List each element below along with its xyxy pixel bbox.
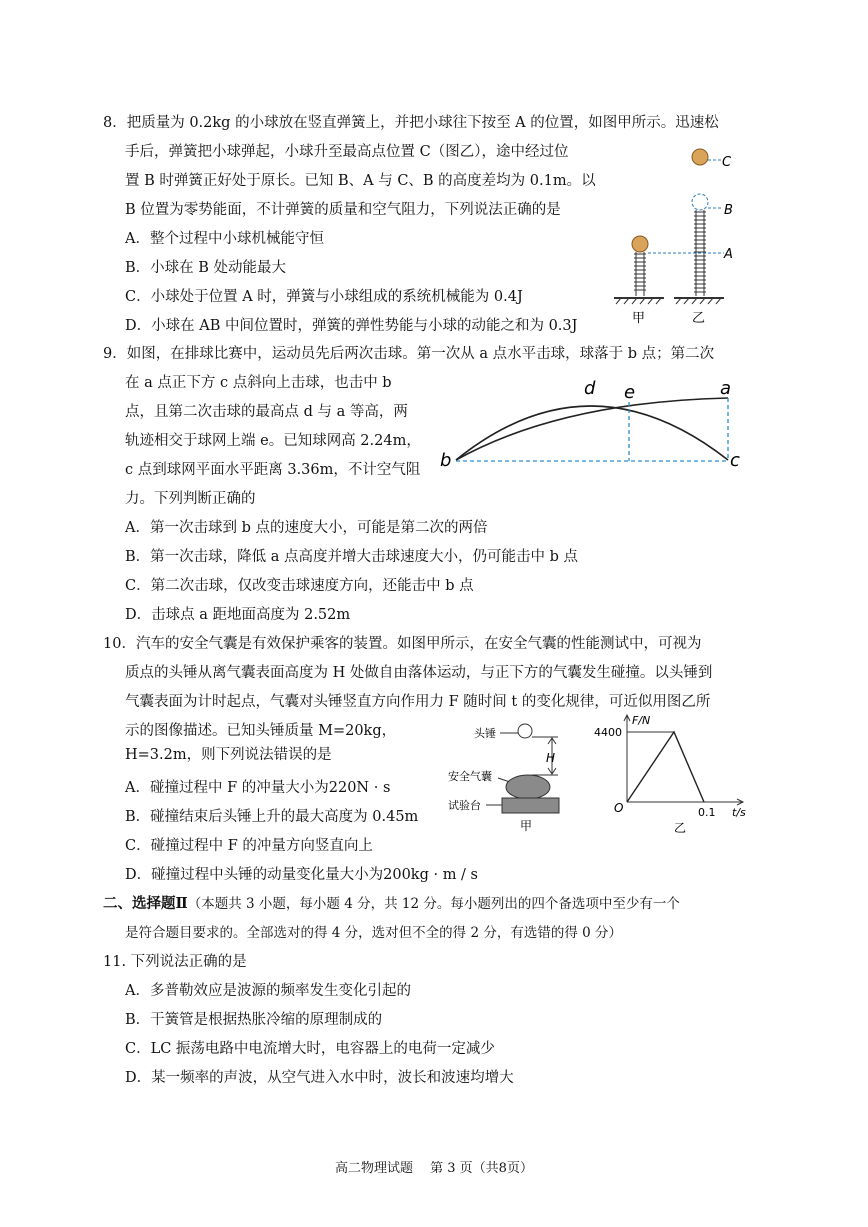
- label-yi: 乙: [674, 821, 687, 835]
- q9-stem-line-6: 力。下列判断正确的: [125, 491, 256, 507]
- ball-b-outline: [692, 194, 708, 210]
- q9-option-a: A．第一次击球到 b 点的速度大小，可能是第二次的两倍: [125, 520, 488, 536]
- tick-label-4400: 4400: [594, 726, 622, 739]
- q9-trajectory-figure: [440, 372, 750, 472]
- label-c: C: [722, 155, 732, 170]
- q11-option-a: A．多普勒效应是波源的频率发生变化引起的: [125, 983, 411, 999]
- head-hammer: [518, 724, 532, 738]
- q10-stem-line-3: 气囊表面为计时起点，气囊对头锤竖直方向作用力 F 随时间 t 的变化规律，可近似用图乙所: [125, 694, 711, 710]
- label-d: d: [584, 378, 596, 399]
- label-bag: 安全气囊: [448, 770, 492, 783]
- q8-option-d: D．小球在 AB 中间位置时，弹簧的弹性势能与小球的动能之和为 0.3J: [125, 318, 578, 334]
- label-head: 头锤: [474, 727, 496, 740]
- label-b: B: [724, 203, 733, 218]
- label-a: A: [724, 247, 733, 262]
- airbag: [506, 775, 550, 799]
- q8-stem-line-4: B 位置为零势能面，不计弹簧的质量和空气阻力，下列说法正确的是: [125, 202, 561, 218]
- q11-stem: 11. 下列说法正确的是: [103, 954, 247, 970]
- q9-stem-line-5: c 点到球网平面水平距离 3.36m，不计空气阻: [125, 462, 421, 478]
- q9-stem-line-1: 9．如图，在排球比赛中，运动员先后两次击球。第一次从 a 点水平击球，球落于 b 点；第二次: [103, 346, 715, 362]
- q10-stem-line-5: H=3.2m，则下列说法错误的是: [125, 747, 332, 763]
- trajectory-second: [456, 406, 728, 460]
- q10-stem-line-1: 10．汽车的安全气囊是有效保护乘客的装置。如图甲所示，在安全气囊的性能测试中，可视为: [103, 636, 702, 652]
- q9-option-d: D．击球点 a 距地面高度为 2.52m: [125, 607, 351, 623]
- q10-option-a: A．碰撞过程中 F 的冲量大小为220N · s: [125, 780, 391, 796]
- section-2-note-1: （本题共 3 小题，每小题 4 分，共 12 分。每小题列出的四个备选项中至少有一个: [187, 896, 680, 912]
- q8-option-a: A．整个过程中小球机械能守恒: [125, 231, 324, 247]
- q8-stem-line-2: 手后，弹簧把小球弹起，小球升至最高点位置 C（图乙），途中经过位: [125, 144, 569, 160]
- label-e: e: [624, 382, 636, 403]
- force-curve: [627, 732, 704, 802]
- q10-option-c: C．碰撞过程中 F 的冲量方向竖直向上: [125, 838, 373, 854]
- trajectory-first: [456, 398, 728, 460]
- q11-option-d: D．某一频率的声波，从空气进入水中时，波长和波速均增大: [125, 1070, 514, 1086]
- label-h: H: [546, 751, 556, 765]
- q10-airbag-figure: [448, 718, 578, 836]
- q8-option-b: B．小球在 B 处动能最大: [125, 260, 287, 276]
- label-jia: 甲: [632, 311, 646, 326]
- page-footer: 高二物理试题 第 3 页（共8页）: [335, 1161, 533, 1176]
- q9-stem-line-4: 轨迹相交于球网上端 e。已知球网高 2.24m，: [125, 433, 421, 449]
- section-2-title: 二、选择题Ⅱ: [103, 895, 188, 912]
- q9-stem-line-3: 点，且第二次击球的最高点 d 与 a 等高，两: [125, 404, 408, 420]
- q10-stem-line-4: 示的图像描述。已知头锤质量 M=20kg，: [125, 723, 397, 739]
- label-jia: 甲: [520, 819, 533, 833]
- axis-label-f: F/N: [632, 714, 651, 727]
- q11-option-c: C．LC 振荡电路中电流增大时，电容器上的电荷一定减少: [125, 1041, 495, 1057]
- q8-option-c: C．小球处于位置 A 时，弹簧与小球组成的系统机械能为 0.4J: [125, 289, 523, 305]
- spring-jia: [634, 252, 646, 296]
- label-yi: 乙: [692, 311, 706, 326]
- axis-label-t: t/s: [732, 806, 746, 819]
- q10-force-time-graph: [594, 710, 754, 836]
- origin-label: O: [614, 801, 624, 815]
- q9-option-b: B．第一次击球，降低 a 点高度并增大击球速度大小，仍可能击中 b 点: [125, 549, 579, 565]
- q10-option-d: D．碰撞过程中头锤的动量变化量大小为200kg · m / s: [125, 867, 478, 883]
- ball-a: [632, 236, 648, 252]
- q8-stem-line-3: 置 B 时弹簧正好处于原长。已知 B、A 与 C、B 的高度差均为 0.1m。以: [125, 173, 596, 189]
- label-table: 试验台: [448, 799, 481, 812]
- tick-label-0-1: 0.1: [698, 806, 716, 819]
- q10-stem-line-2: 质点的头锤从离气囊表面高度为 H 处做自由落体运动，与正下方的气囊发生碰撞。以头锤到: [125, 665, 713, 681]
- label-a: a: [720, 378, 732, 399]
- section-2-note-2: 是符合题目要求的。全部选对的得 4 分，选对但不全的得 2 分，有选错的得 0 分）: [125, 925, 623, 941]
- label-b: b: [440, 450, 452, 471]
- label-c: c: [730, 450, 740, 471]
- q8-spring-figure: [600, 140, 750, 330]
- q9-stem-line-2: 在 a 点正下方 c 点斜向上击球，也击中 b: [125, 375, 392, 391]
- q8-stem-line-1: 8．把质量为 0.2kg 的小球放在竖直弹簧上，并把小球往下按至 A 的位置，如图甲所示。迅速松: [103, 115, 719, 131]
- section-2-heading: [103, 894, 680, 914]
- q11-option-b: B．干簧管是根据热胀冷缩的原理制成的: [125, 1012, 383, 1028]
- ball-c: [692, 149, 708, 165]
- q9-option-c: C．第二次击球，仅改变击球速度方向，还能击中 b 点: [125, 578, 474, 594]
- ground: [614, 298, 724, 304]
- q10-option-b: B．碰撞结束后头锤上升的最大高度为 0.45m: [125, 809, 419, 825]
- test-table: [502, 798, 559, 813]
